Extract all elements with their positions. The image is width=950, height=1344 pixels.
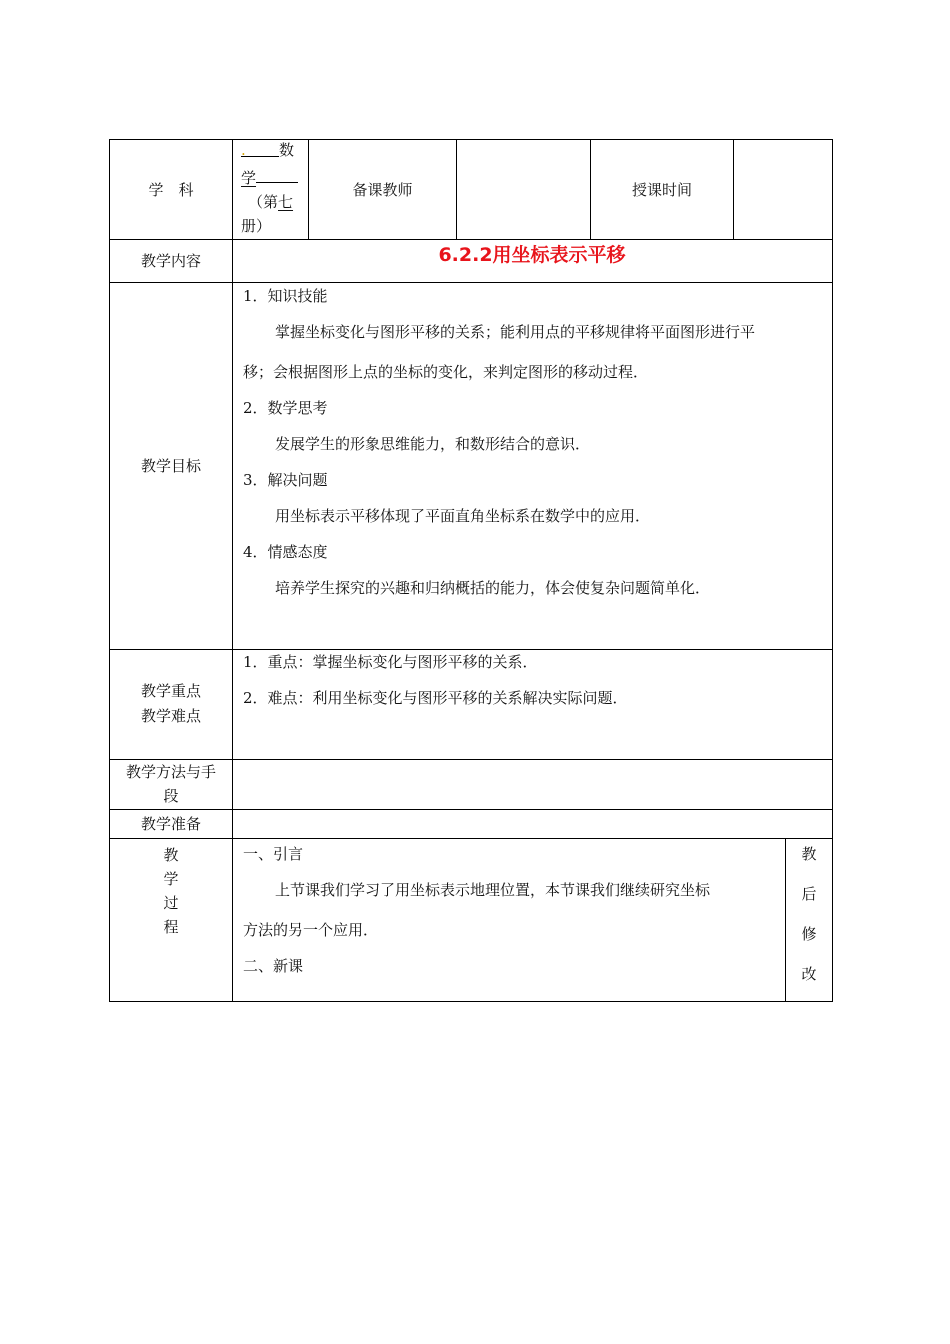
objective-heading: 3．解决问题 <box>243 471 328 489</box>
objective-text: 掌握坐标变化与图形平移的关系；能利用点的平移规律将平面图形进行平 <box>275 323 756 341</box>
revision-label-char: 修 <box>801 925 817 943</box>
revision-label-char: 后 <box>801 885 817 903</box>
objective-text: 用坐标表示平移体现了平面直角坐标系在数学中的应用． <box>275 507 651 525</box>
teacher-label: 备课教师 <box>352 181 413 199</box>
process-label-char: 程 <box>163 918 179 936</box>
intro-text: 上节课我们学习了用坐标表示地理位置，本节课我们继续研究坐标 <box>275 881 711 899</box>
label-column-divider <box>232 139 233 1002</box>
time-label: 授课时间 <box>631 181 692 199</box>
row-divider <box>109 809 833 810</box>
row-divider <box>109 838 833 839</box>
subject-value-line2: 学 <box>241 166 298 188</box>
volume-label: （第七 <box>248 193 294 211</box>
objective-heading: 2．数学思考 <box>243 399 328 417</box>
key-points-label: 教学重点 <box>140 682 201 700</box>
objectives-label: 教学目标 <box>140 457 201 475</box>
row-divider <box>109 649 833 650</box>
subject-value: . 数 <box>241 141 295 159</box>
subject-label: 学 科 <box>148 181 194 199</box>
process-label-char: 教 <box>163 846 179 864</box>
volume-label-end: 册） <box>241 217 272 235</box>
row-divider <box>109 282 833 283</box>
header-column-divider <box>456 139 457 240</box>
section-heading-intro: 一、引言 <box>243 845 304 863</box>
lesson-title: 6.2.2用坐标表示平移 <box>438 244 626 266</box>
methods-label-end: 段 <box>163 787 179 805</box>
header-column-divider <box>733 139 734 240</box>
objective-text: 移；会根据图形上点的坐标的变化，来判定图形的移动过程． <box>243 363 649 381</box>
table-border-top <box>109 139 833 140</box>
difficult-point-item: 2．难点：利用坐标变化与图形平移的关系解决实际问题． <box>243 689 628 707</box>
revision-label-char: 改 <box>801 965 817 983</box>
objective-heading: 1．知识技能 <box>243 287 328 305</box>
process-label-char: 学 <box>163 870 179 888</box>
row-divider <box>109 239 833 240</box>
row-divider <box>109 759 833 760</box>
table-border-bottom <box>109 1001 833 1002</box>
key-point-item: 1．重点：掌握坐标变化与图形平移的关系． <box>243 653 538 671</box>
objective-text: 培养学生探究的兴趣和归纳概括的能力，体会使复杂问题简单化． <box>275 579 711 597</box>
subject-blank: . <box>241 140 279 157</box>
revision-label-char: 教 <box>801 845 817 863</box>
section-heading-new-lesson: 二、新课 <box>243 957 304 975</box>
process-label-char: 过 <box>163 894 179 912</box>
table-border-right <box>832 139 833 1002</box>
difficult-points-label: 教学难点 <box>140 707 201 725</box>
objective-heading: 4．情感态度 <box>243 543 328 561</box>
methods-label: 教学方法与手 <box>125 763 216 781</box>
intro-text: 方法的另一个应用． <box>243 921 379 939</box>
content-label: 教学内容 <box>140 252 201 270</box>
objective-text: 发展学生的形象思维能力，和数形结合的意识． <box>275 435 591 453</box>
prep-label: 教学准备 <box>140 815 201 833</box>
